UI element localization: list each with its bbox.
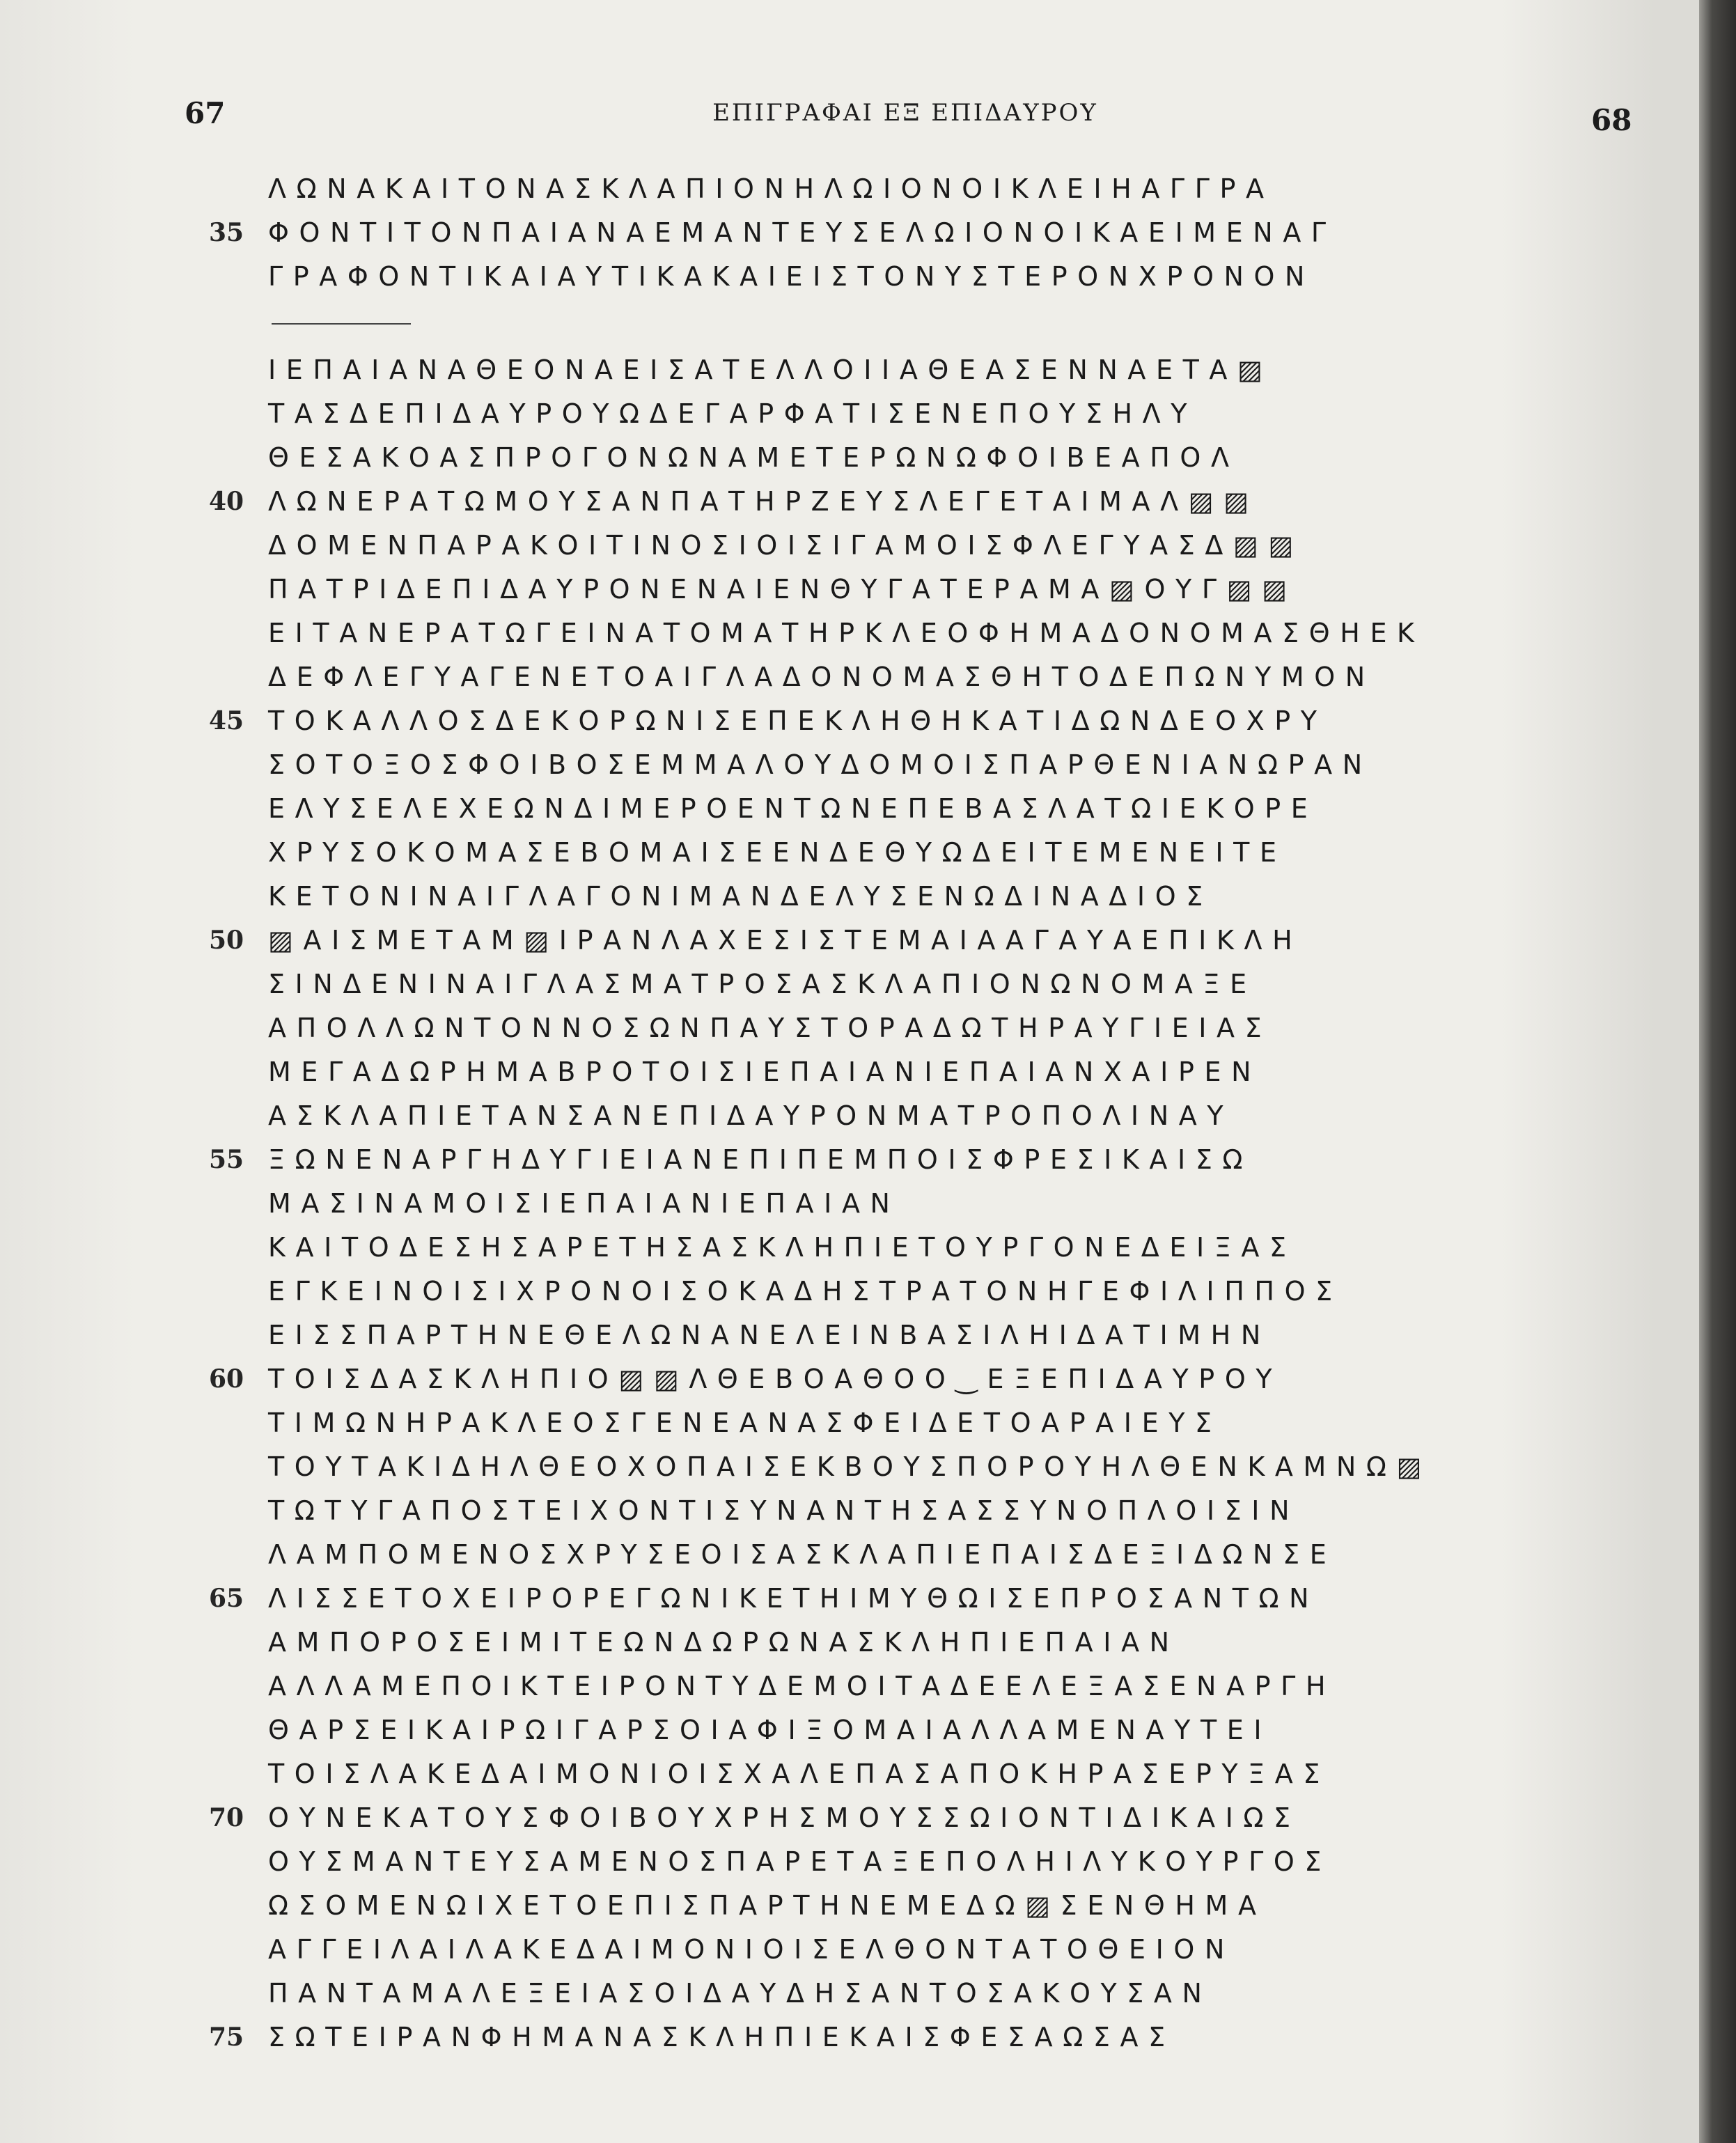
inscription-line xyxy=(212,787,1570,831)
inscription-text: ΦΟΝΤΙΤΟΝΠΑΙΑΝΑΕΜΑΝΤΕΥΣΕΛΩΙΟΝΟΙΚΑΕΙΜΕΝΑΓ xyxy=(268,217,1336,248)
inscription-line xyxy=(212,1928,1570,1972)
inscription-text: ΟΥΝΕΚΑΤΟΥΣΦΟΙΒΟΥΧΡΗΣΜΟΥΣΣΩΙΟΝΤΙΔΙΚΑΙΩΣ xyxy=(268,1802,1301,1833)
book-spine-edge xyxy=(1699,0,1736,2143)
line-number: 45 xyxy=(209,706,244,735)
inscription-line xyxy=(209,480,1570,524)
inscription-line xyxy=(212,655,1570,699)
inscription-line xyxy=(212,1665,1570,1708)
inscription-text: ΛΩΝΑΚΑΙΤΟΝΑΣΚΛΑΠΙΟΝΗΛΩΙΟΝΟΙΚΛΕΙΗΑΓΓΡΑ xyxy=(268,173,1274,204)
inscription-text: ΚΕΤΟΝΙΝΑΙΓΛΑΓΟΝΙΜΑΝΔΕΛΥΣΕΝΩΔΙΝΑΔΙΟΣ xyxy=(268,881,1213,912)
inscription-text: ΠΑΤΡΙΔΕΠΙΔΑΥΡΟΝΕΝΑΙΕΝΘΥΓΑΤΕΡΑΜΑ▨ΟΥΓ▨▨ xyxy=(268,574,1297,605)
inscription-line xyxy=(212,1270,1570,1314)
line-number: 75 xyxy=(209,2023,244,2052)
inscription-text: ΣΙΝΔΕΝΙΝΑΙΓΛΑΣΜΑΤΡΟΣΑΣΚΛΑΠΙΟΝΩΝΟΜΑΞΕ xyxy=(268,969,1257,999)
inscription-line xyxy=(209,1577,1570,1621)
line-number: 40 xyxy=(209,487,244,516)
inscription-text: ΤΟΥΤΑΚΙΔΗΛΘΕΟΧΟΠΑΙΣΕΚΒΟΥΣΠΟΡΟΥΗΛΘΕΝΚΑΜΝΩ▨ xyxy=(268,1451,1432,1482)
inscription-line xyxy=(212,167,1570,211)
line-number: 65 xyxy=(209,1584,244,1613)
inscription-line xyxy=(212,1840,1570,1884)
inscription-text: ΑΛΛΑΜΕΠΟΙΚΤΕΙΡΟΝΤΥΔΕΜΟΙΤΑΔΕΕΛΕΞΑΣΕΝΑΡΓΗ xyxy=(268,1671,1336,1701)
left-page-number: 67 xyxy=(185,96,226,130)
inscription-line xyxy=(212,255,1570,299)
inscription-line xyxy=(212,524,1570,568)
inscription-line xyxy=(209,1796,1570,1840)
inscription-text: ΕΙΤΑΝΕΡΑΤΩΓΕΙΝΑΤΟΜΑΤΗΡΚΛΕΟΦΗΜΑΔΟΝΟΜΑΣΘΗΕΚ xyxy=(268,618,1425,648)
inscription-text: ΤΟΙΣΔΑΣΚΛΗΠΙΟ▨▨ΛΘΕΒΟΑΘΟΟ‿ΕΞΕΠΙΔΑΥΡΟΥ xyxy=(268,1364,1283,1394)
inscription-text: ΟΥΣΜΑΝΤΕΥΣΑΜΕΝΟΣΠΑΡΕΤΑΞΕΠΟΛΗΙΛΥΚΟΥΡΓΟΣ xyxy=(268,1846,1331,1877)
inscription-line xyxy=(212,1708,1570,1752)
inscription-text: ΔΕΦΛΕΓΥΑΓΕΝΕΤΟΑΙΓΛΑΔΟΝΟΜΑΣΘΗΤΟΔΕΠΩΝΥΜΟΝ xyxy=(268,662,1375,692)
inscription-line xyxy=(212,611,1570,655)
inscription-line xyxy=(212,568,1570,611)
inscription-line xyxy=(209,211,1570,255)
inscription-line xyxy=(212,831,1570,875)
inscription-line xyxy=(212,1401,1570,1445)
inscription-line xyxy=(212,436,1570,480)
inscription-text: ΤΙΜΩΝΗΡΑΚΛΕΟΣΓΕΝΕΑΝΑΣΦΕΙΔΕΤΟΑΡΑΙΕΥΣ xyxy=(268,1408,1222,1438)
inscription-text: ΑΜΠΟΡΟΣΕΙΜΙΤΕΩΝΔΩΡΩΝΑΣΚΛΗΠΙΕΠΑΙΑΝ xyxy=(268,1627,1180,1658)
section-divider xyxy=(272,323,411,325)
inscription-line xyxy=(212,1533,1570,1577)
inscription-text: ▨ΑΙΣΜΕΤΑΜ▨ΙΡΑΝΛΑΧΕΣΙΣΤΕΜΑΙΑΑΓΑΥΑΕΠΙΚΛΗ xyxy=(268,925,1303,956)
inscription-line xyxy=(212,1226,1570,1270)
inscription-text: ΧΡΥΣΟΚΟΜΑΣΕΒΟΜΑΙΣΕΕΝΔΕΘΥΩΔΕΙΤΕΜΕΝΕΙΤΕ xyxy=(268,837,1287,868)
inscription-text: ΤΟΙΣΛΑΚΕΔΑΙΜΟΝΙΟΙΣΧΑΛΕΠΑΣΑΠΟΚΗΡΑΣΕΡΥΞΑΣ xyxy=(268,1759,1330,1789)
inscription-text: ΣΟΤΟΞΟΣΦΟΙΒΟΣΕΜΜΑΛΟΥΔΟΜΟΙΣΠΑΡΘΕΝΙΑΝΩΡΑΝ xyxy=(268,749,1373,780)
inscription-line xyxy=(212,1006,1570,1050)
inscription-line xyxy=(209,919,1570,963)
line-number: 55 xyxy=(209,1145,244,1174)
right-page-number: 68 xyxy=(1591,103,1632,137)
inscription-line xyxy=(212,392,1570,436)
inscription-text: ΑΣΚΛΑΠΙΕΤΑΝΣΑΝΕΠΙΔΑΥΡΟΝΜΑΤΡΟΠΟΛΙΝΑΥ xyxy=(268,1100,1234,1131)
page-header xyxy=(0,96,1699,138)
inscription-line xyxy=(212,1972,1570,2016)
inscription-text: ΛΑΜΠΟΜΕΝΟΣΧΡΥΣΕΟΙΣΑΣΚΛΑΠΙΕΠΑΙΣΔΕΞΙΔΩΝΣΕ xyxy=(268,1539,1337,1570)
inscription-text: ΕΛΥΣΕΛΕΧΕΩΝΔΙΜΕΡΟΕΝΤΩΝΕΠΕΒΑΣΛΑΤΩΙΕΚΟΡΕ xyxy=(268,793,1318,824)
inscription-line xyxy=(209,2016,1570,2059)
inscription-line xyxy=(212,743,1570,787)
inscription-text: ΘΑΡΣΕΙΚΑΙΡΩΙΓΑΡΣΟΙΑΦΙΞΟΜΑΙΑΛΛΑΜΕΝΑΥΤΕΙ xyxy=(268,1715,1272,1745)
inscription-line xyxy=(212,1445,1570,1489)
inscription-text: ΕΓΚΕΙΝΟΙΣΙΧΡΟΝΟΙΣΟΚΑΔΗΣΤΡΑΤΟΝΗΓΕΦΙΛΙΠΠΟΣ xyxy=(268,1276,1343,1307)
inscription-text: ΤΑΣΔΕΠΙΔΑΥΡΟΥΩΔΕΓΑΡΦΑΤΙΣΕΝΕΠΟΥΣΗΛΥ xyxy=(268,398,1198,429)
running-title-text: ΕΠΙΓΡΑΦΑΙ ΕΞ ΕΠΙΔΑΥΡΟΥ xyxy=(712,99,1098,127)
inscription-line xyxy=(212,1182,1570,1226)
inscription-text: ΔΟΜΕΝΠΑΡΑΚΟΙΤΙΝΟΣΙΟΙΣΙΓΑΜΟΙΣΦΛΕΓΥΑΣΔ▨▨ xyxy=(268,530,1304,561)
inscription-line xyxy=(212,875,1570,919)
inscription-line xyxy=(212,1050,1570,1094)
inscription-text: ΠΑΝΤΑΜΑΛΕΞΕΙΑΣΟΙΔΑΥΔΗΣΑΝΤΟΣΑΚΟΥΣΑΝ xyxy=(268,1978,1212,2009)
inscription-line xyxy=(212,1621,1570,1665)
inscription-text: ΑΠΟΛΛΩΝΤΟΝΝΟΣΩΝΠΑΥΣΤΟΡΑΔΩΤΗΡΑΥΓΙΕΙΑΣ xyxy=(268,1013,1272,1043)
inscription-text: ΤΩΤΥΓΑΠΟΣΤΕΙΧΟΝΤΙΣΥΝΑΝΤΗΣΑΣΣΥΝΟΠΛΟΙΣΙΝ xyxy=(268,1495,1300,1526)
inscription-line xyxy=(212,1752,1570,1796)
inscription-text: ΛΩΝΕΡΑΤΩΜΟΥΣΑΝΠΑΤΗΡΖΕΥΣΛΕΓΕΤΑΙΜΑΛ▨▨ xyxy=(268,486,1259,517)
inscription-line xyxy=(212,1884,1570,1928)
inscription-line xyxy=(212,1489,1570,1533)
inscription-text: ΘΕΣΑΚΟΑΣΠΡΟΓΟΝΩΝΑΜΕΤΕΡΩΝΩΦΟΙΒΕΑΠΟΛ xyxy=(268,442,1240,473)
inscription-text: ΞΩΝΕΝΑΡΓΗΔΥΓΙΕΙΑΝΕΠΙΠΕΜΠΟΙΣΦΡΕΣΙΚΑΙΣΩ xyxy=(268,1144,1253,1175)
inscription-line xyxy=(209,1357,1570,1401)
inscription-line xyxy=(209,1138,1570,1182)
inscription-text: ΜΑΣΙΝΑΜΟΙΣΙΕΠΑΙΑΝΙΕΠΑΙΑΝ xyxy=(268,1188,900,1219)
inscription-text: ΑΓΓΕΙΛΑΙΛΑΚΕΔΑΙΜΟΝΙΟΙΣΕΛΘΟΝΤΑΤΟΘΕΙΟΝ xyxy=(268,1934,1235,1965)
inscription-text: ΛΙΣΣΕΤΟΧΕΙΡΟΡΕΓΩΝΙΚΕΤΗΙΜΥΘΩΙΣΕΠΡΟΣΑΝΤΩΝ xyxy=(268,1583,1320,1614)
inscription-block-1 xyxy=(209,167,1570,299)
inscription-line xyxy=(209,699,1570,743)
inscription-text: ΤΟΚΑΛΛΟΣΔΕΚΟΡΩΝΙΣΕΠΕΚΛΗΘΗΚΑΤΙΔΩΝΔΕΟΧΡΥ xyxy=(268,706,1327,736)
line-number: 50 xyxy=(209,926,244,955)
inscription-line xyxy=(212,963,1570,1006)
inscription-text: ΩΣΟΜΕΝΩΙΧΕΤΟΕΠΙΣΠΑΡΤΗΝΕΜΕΔΩ▨ΣΕΝΘΗΜΑ xyxy=(268,1890,1267,1921)
line-number: 70 xyxy=(209,1803,244,1832)
line-number: 60 xyxy=(209,1364,244,1394)
inscription-line xyxy=(212,1314,1570,1357)
inscription-text: ΣΩΤΕΙΡΑΝΦΗΜΑΝΑΣΚΛΗΠΙΕΚΑΙΣΦΕΣΑΩΣΑΣ xyxy=(268,2022,1175,2052)
inscription-text: ΕΙΣΣΠΑΡΤΗΝΕΘΕΛΩΝΑΝΕΛΕΙΝΒΑΣΙΛΗΙΔΑΤΙΜΗΝ xyxy=(268,1320,1271,1350)
running-title xyxy=(0,99,1699,127)
inscription-text: ΚΑΙΤΟΔΕΣΗΣΑΡΕΤΗΣΑΣΚΛΗΠΙΕΤΟΥΡΓΟΝΕΔΕΙΞΑΣ xyxy=(268,1232,1297,1263)
line-number: 35 xyxy=(209,218,244,247)
inscription-line xyxy=(212,1094,1570,1138)
inscription-text: ΓΡΑΦΟΝΤΙΚΑΙΑΥΤΙΚΑΚΑΙΕΙΣΤΟΝΥΣΤΕΡΟΝΧΡΟΝΟΝ xyxy=(268,261,1315,292)
inscription-text: ΙΕΠΑΙΑΝΑΘΕΟΝΑΕΙΣΑΤΕΛΛΟΙΙΑΘΕΑΣΕΝΝΑΕΤΑ▨ xyxy=(268,354,1273,385)
inscription-text: ΜΕΓΑΔΩΡΗΜΑΒΡΟΤΟΙΣΙΕΠΑΙΑΝΙΕΠΑΙΑΝΧΑΙΡΕΝ xyxy=(268,1057,1262,1087)
inscription-block-2 xyxy=(209,348,1570,2059)
inscription-line xyxy=(212,348,1570,392)
